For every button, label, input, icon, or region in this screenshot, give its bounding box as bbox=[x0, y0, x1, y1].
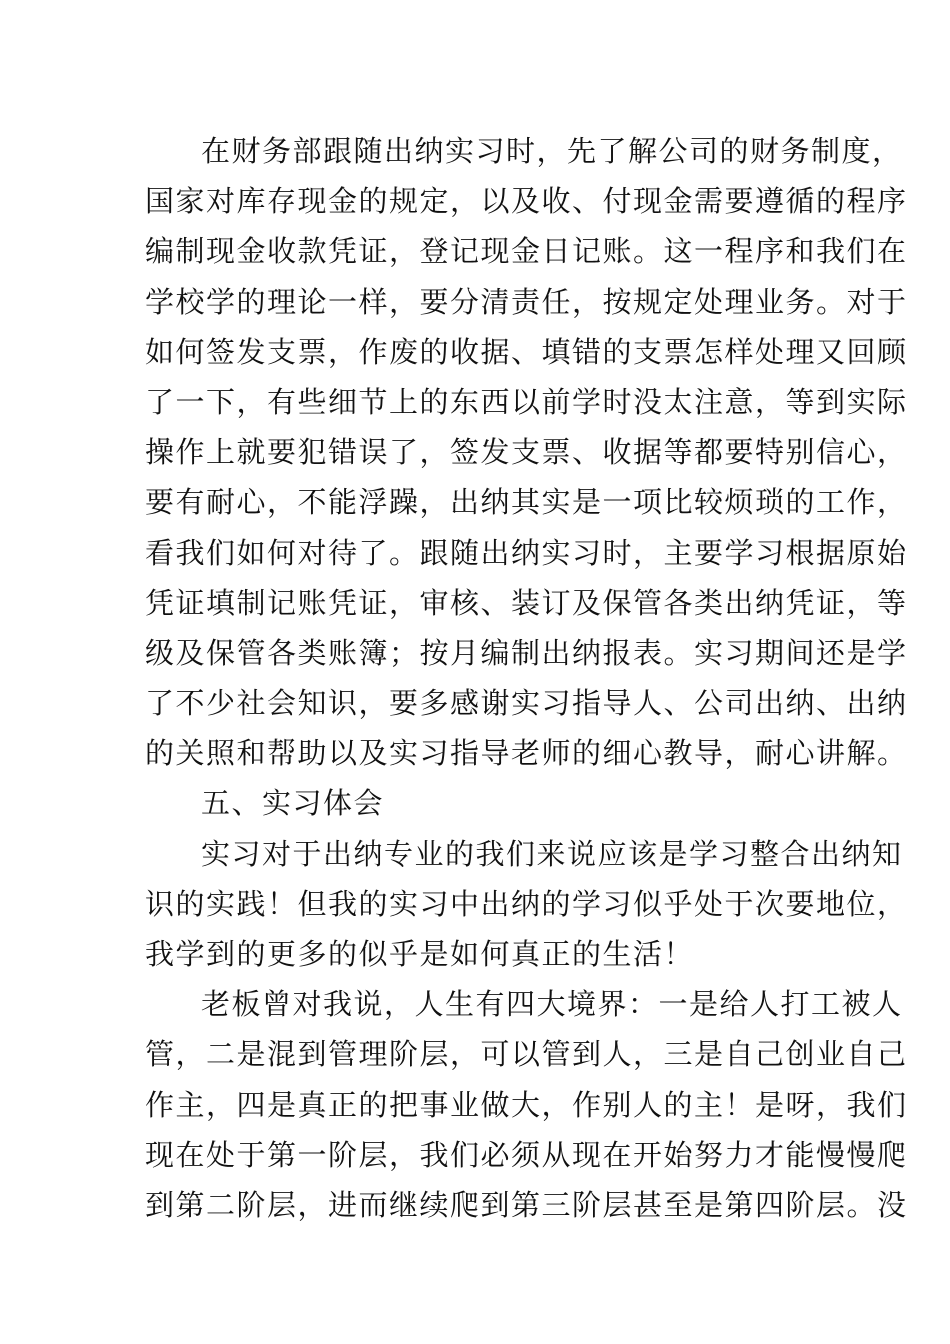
paragraph-line: 了一下，有些细节上的东西以前学时没太注意，等到实际 bbox=[145, 384, 908, 419]
paragraph-line: 我学到的更多的似乎是如何真正的生活！ bbox=[145, 937, 695, 971]
paragraph-line: 学校学的理论一样，要分清责任，按规定处理业务。对于 bbox=[145, 284, 908, 319]
paragraph-line: 实习对于出纳专业的我们来说应该是学习整合出纳知 bbox=[201, 836, 903, 871]
paragraph-line: 识的实践！但我的实习中出纳的学习似乎处于次要地位， bbox=[145, 886, 908, 921]
paragraph-line: 要有耐心，不能浮躁，出纳其实是一项比较烦琐的工作， bbox=[145, 485, 908, 520]
paragraph-line: 看我们如何对待了。跟随出纳实习时，主要学习根据原始 bbox=[145, 535, 908, 570]
paragraph-line: 国家对库存现金的规定，以及收、付现金需要遵循的程序 bbox=[145, 184, 908, 219]
paragraph-line: 管，二是混到管理阶层，可以管到人，三是自己创业自己 bbox=[145, 1037, 908, 1072]
paragraph-line: 了不少社会知识，要多感谢实习指导人、公司出纳、出纳 bbox=[145, 686, 908, 721]
paragraph-line: 级及保管各类账簿；按月编制出纳报表。实习期间还是学 bbox=[145, 635, 908, 670]
paragraph-line: 现在处于第一阶层，我们必须从现在开始努力才能慢慢爬 bbox=[145, 1137, 908, 1172]
section-heading: 五、实习体会 bbox=[201, 786, 385, 821]
paragraph-line: 作主，四是真正的把事业做大，作别人的主！是呀，我们 bbox=[145, 1087, 908, 1122]
paragraph-line: 的关照和帮助以及实习指导老师的细心教导，耐心讲解。 bbox=[145, 736, 908, 771]
paragraph-line: 如何签发支票，作废的收据、填错的支票怎样处理又回顾 bbox=[145, 334, 908, 369]
paragraph-line: 到第二阶层，进而继续爬到第三阶层甚至是第四阶层。没 bbox=[145, 1187, 908, 1222]
paragraph-line: 操作上就要犯错误了，签发支票、收据等都要特别信心， bbox=[145, 435, 908, 470]
paragraph-line: 在财务部跟随出纳实习时，先了解公司的财务制度， bbox=[201, 134, 903, 168]
paragraph-line: 老板曾对我说，人生有四大境界：一是给人打工被人 bbox=[201, 987, 903, 1022]
paragraph-line: 编制现金收款凭证，登记现金日记账。这一程序和我们在 bbox=[145, 234, 908, 269]
paragraph-line: 凭证填制记账凭证，审核、装订及保管各类出纳凭证，等 bbox=[145, 585, 908, 620]
document-body bbox=[145, 126, 908, 1230]
